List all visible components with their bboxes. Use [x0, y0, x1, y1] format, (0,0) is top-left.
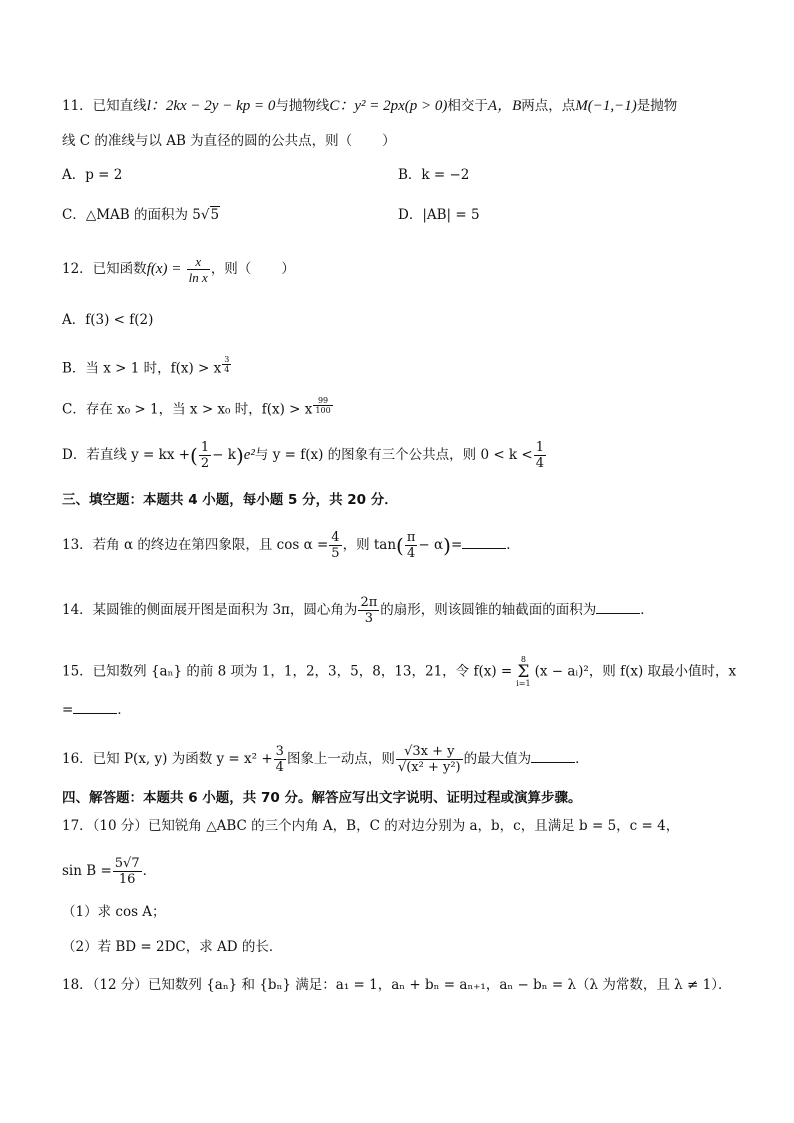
q12-d-e: e²	[243, 447, 255, 463]
section-3-heading: 三、填空题：本题共 4 小题，每小题 5 分，共 20 分．	[62, 492, 398, 508]
q12-frac-den: ln x	[188, 270, 208, 285]
q14-stem	[62, 595, 736, 626]
q11-text-2: 与抛物线	[275, 98, 330, 114]
q13-eq: =	[450, 537, 463, 553]
q11-option-d	[398, 205, 480, 225]
q13-stem: 13．若角 α 的终边在第四象限，且 cos α = $\frac{4}{5}$ ，则 tan( $\frac{\pi}{4}$ − α)= ．	[62, 530, 520, 561]
q15-text-2: ，则 f(x) 取最小值时，x	[588, 663, 737, 680]
q11-option-b-text: B．k = −2	[398, 167, 470, 183]
q12-option-b-text: B．当 x > 1 时，f(x) > x	[62, 360, 222, 377]
q12-frac-num: x	[187, 254, 210, 270]
q12-c-exp-num: 99	[313, 396, 332, 406]
q16-frac-num: 3	[275, 744, 284, 759]
q12-d-frac-num: 1	[200, 440, 210, 455]
q12-option-d-text: D．若直线 y = kx +	[62, 447, 191, 463]
q14-text-2: 的扇形，则该圆锥的轴截面的面积为	[380, 602, 597, 618]
q13-mid: − α	[418, 537, 444, 553]
q15-text: 15．已知数列 {aₙ} 的前 8 项为 1，1，2，3，5，8，13，21，令 f(x) =	[62, 663, 513, 680]
q17-stem-line2	[62, 856, 736, 887]
q13-frac2-num: π	[406, 530, 416, 545]
q11-paren-end: ）	[382, 133, 396, 149]
q15-sum-body: (x − aᵢ)²	[534, 663, 589, 680]
q17-sin-num: 5√7	[114, 856, 140, 871]
q14-frac-den: 3	[364, 611, 373, 626]
q16-frac-den: 4	[275, 760, 284, 775]
q15-stem-line2	[62, 700, 736, 720]
q11-text-5: 是抛物	[636, 98, 678, 114]
section-4-heading: 四、解答题：本题共 6 小题，共 70 分。解答应写出文字说明、证明过程或演算步骤。	[62, 790, 582, 806]
q18-stem: 18．（12 分）已知数列 {aₙ} 和 {bₙ} 满足：a₁ = 1，aₙ + bₙ = aₙ₊₁，aₙ − bₙ = λ（λ 为常数，且 λ ≠ 1）．	[62, 977, 732, 993]
q16-stem	[62, 744, 736, 775]
q16-text: 16．已知 P(x, y) 为函数 y = x² +	[62, 751, 273, 767]
q13-text: 13．若角 α 的终边在第四象限，且 cos α =	[62, 537, 329, 553]
q17-part2: （2）若 BD = 2DC，求 AD 的长．	[62, 939, 283, 955]
q12-option-b	[62, 355, 736, 379]
q11-parabola-equation: C：y² = 2px(p > 0)	[329, 98, 448, 114]
q12-c-exp-den: 100	[315, 406, 331, 415]
q15-answer-blank[interactable]	[73, 701, 117, 714]
q11-option-c-text: C．△MAB 的面积为 5	[62, 207, 201, 223]
q11-text: 11．已知直线	[62, 98, 147, 114]
q14-text: 14．某圆锥的侧面展开图是面积为 3π，圆心角为	[62, 602, 358, 618]
q16-text-2: 图象上一动点，则	[286, 751, 395, 767]
q11-line-equation: l：2kx − 2y − kp = 0	[146, 98, 276, 114]
q16-answer-blank[interactable]	[531, 750, 575, 763]
q15-eq: =	[62, 702, 74, 718]
q12-d-end-den: 4	[535, 456, 544, 471]
q12-function: f(x) =	[146, 261, 182, 277]
q13-text-2: ，则 tan	[342, 537, 397, 553]
q15-sum-top: 8	[520, 655, 526, 664]
q11-stem-line1	[62, 96, 736, 116]
q11-option-c: C．△MAB 的面积为 5√5	[62, 207, 220, 223]
q12-option-d-text-2: 与 y = f(x) 的图象有三个公共点，则 0 < k <	[254, 447, 533, 463]
q11-option-b	[398, 165, 469, 185]
q11-point-m: M(−1,−1)	[575, 98, 637, 114]
q11-text-4: 两点，点	[521, 98, 576, 114]
q17-stem-line1: 17．（10 分）已知锐角 △ABC 的三个内角 A，B，C 的对边分别为 a，b，c，且满足 b = 5，c = 4，	[62, 818, 680, 834]
q12-paren-end: ）	[281, 261, 295, 277]
q12-option-a	[62, 310, 736, 330]
q13-frac-num: 4	[331, 530, 340, 545]
q15-sum-bot: i=1	[516, 679, 531, 688]
q13-answer-blank[interactable]	[462, 536, 506, 549]
q12-text: 12．已知函数	[62, 261, 147, 277]
q14-answer-blank[interactable]	[596, 601, 640, 614]
q16-big-den: √(x² + y²)	[397, 760, 461, 775]
q13-end: ．	[506, 537, 520, 553]
q13-frac-den: 5	[331, 546, 340, 561]
q12-d-end-num: 1	[535, 440, 544, 455]
q12-text-2: ，则（	[210, 261, 252, 277]
q12-stem	[62, 254, 736, 285]
q11-text-6: 线 C 的准线与以 AB 为直径的圆的公共点，则（	[62, 133, 353, 149]
q17-sin-end: ．	[142, 863, 157, 879]
q17-part1: （1）求 cos A；	[62, 904, 166, 920]
q11-option-d-text: D．|AB| = 5	[398, 207, 480, 223]
q11-option-c-radicand: 5	[210, 207, 220, 223]
q12-fraction	[187, 254, 210, 285]
q12-option-d: D．若直线 y = kx +( $\frac{1}{2}$ − k)e²与 y = f(x) 的图象有三个公共点，则 0 < k < $\frac{1}{4}$	[62, 440, 544, 471]
q14-frac-num: 2π	[360, 595, 378, 610]
q12-option-c-text: C．存在 x₀ > 1，当 x > x₀ 时，f(x) > x	[62, 401, 313, 418]
q16-text-3: 的最大值为	[463, 751, 532, 767]
q11-option-a-text: A．p = 2	[62, 167, 123, 183]
q14-end: ．	[640, 602, 654, 618]
q11-stem-line2	[62, 131, 736, 151]
q12-d-mid: − k	[212, 447, 236, 463]
q17-sin-pre: sin B =	[62, 863, 112, 879]
q12-b-exp-den: 4	[224, 365, 230, 374]
q17-sin-den: 16	[118, 872, 136, 887]
q12-option-a-text: A．f(3) < f(2)	[62, 312, 154, 328]
q15-end: ．	[117, 702, 131, 718]
q16-big-num: √3x + y	[396, 744, 463, 760]
q16-end: ．	[575, 751, 589, 767]
q15-stem: 15．已知数列 {aₙ} 的前 8 项为 1，1，2，3，5，8，13，21，令 f(x) = 8 Σ i=1 (x − aᵢ)²，则 f(x) 取最小值时，x	[62, 655, 737, 688]
q11-text-3: 相交于	[447, 98, 488, 114]
q13-frac2-den: 4	[406, 546, 416, 561]
q12-b-exp-num: 3	[224, 355, 230, 364]
q12-d-frac-den: 2	[200, 456, 210, 471]
q11-points: A，B	[487, 98, 522, 114]
q12-option-c	[62, 396, 736, 420]
